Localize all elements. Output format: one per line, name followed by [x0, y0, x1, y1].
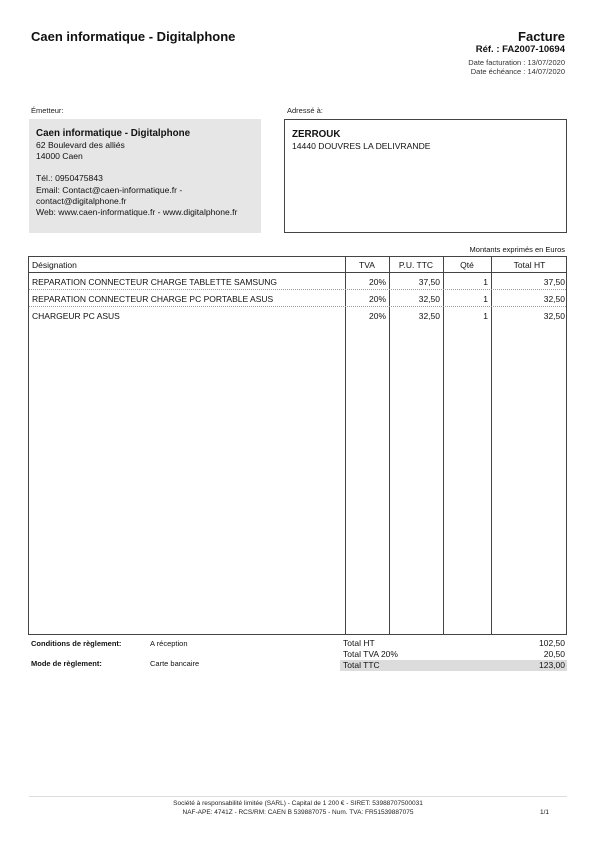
payment-terms-label: Conditions de règlement: — [31, 639, 122, 648]
total-tva-row — [340, 649, 567, 660]
item-unit-price: 32,50 — [418, 311, 440, 321]
total-ht-label: Total HT — [343, 638, 375, 648]
item-total: 37,50 — [543, 277, 565, 287]
header-designation: Désignation — [32, 260, 77, 270]
item-total: 32,50 — [543, 294, 565, 304]
recipient-name: ZERROUK — [292, 129, 341, 140]
recipient-address: 14440 DOUVRES LA DELIVRANDE — [292, 141, 431, 151]
recipient-label: Adressé à: — [287, 106, 323, 115]
total-ht-value: 102,50 — [539, 638, 565, 648]
recipient-box — [284, 119, 567, 233]
total-tva-value: 20,50 — [543, 649, 565, 659]
table-header — [29, 257, 566, 273]
footer-divider — [29, 796, 567, 797]
total-ht-row — [340, 638, 567, 649]
totals-block — [340, 638, 567, 671]
payment-mode-value: Carte bancaire — [150, 659, 200, 668]
sender-address-line1: 62 Boulevard des alliés — [36, 140, 125, 150]
invoice-reference: Réf. : FA2007-10694 — [475, 44, 565, 55]
page-number: 1/1 — [539, 809, 549, 816]
due-date: Date échéance : 14/07/2020 — [470, 67, 565, 76]
total-ttc-value: 123,00 — [539, 660, 565, 670]
sender-phone: Tél.: 0950475843 — [36, 173, 103, 184]
total-ttc-label: Total TTC — [343, 660, 380, 670]
table-row — [29, 290, 566, 307]
item-unit-price: 32,50 — [418, 294, 440, 304]
document-type: Facture — [518, 29, 565, 44]
items-table — [28, 256, 567, 635]
total-ttc-row — [340, 660, 567, 671]
total-tva-label: Total TVA 20% — [343, 649, 398, 659]
sender-email-line2: contact@digitalphone.fr — [36, 195, 127, 206]
sender-name: Caen informatique - Digitalphone — [36, 128, 191, 139]
item-designation: REPARATION CONNECTEUR CHARGE PC PORTABLE ASUS — [32, 294, 274, 304]
sender-box — [29, 119, 261, 233]
table-row — [29, 307, 566, 323]
footer-legal-line1: Société à responsabilité limitée (SARL) - Capital de 1 200 € - SIRET: 53988707500031 — [173, 800, 423, 807]
payment-terms-value: A réception — [150, 639, 188, 648]
sender-email-line1: Email: Contact@caen-informatique.fr - — [36, 184, 183, 195]
item-designation: CHARGEUR PC ASUS — [32, 311, 120, 321]
item-tva: 20% — [368, 311, 386, 321]
sender-web: Web: www.caen-informatique.fr - www.digitalphone.fr — [36, 207, 238, 218]
invoice-date: Date facturation : 13/07/2020 — [468, 58, 565, 67]
item-total: 32,50 — [543, 311, 565, 321]
currency-note: Montants exprimés en Euros — [469, 245, 565, 254]
item-tva: 20% — [368, 277, 386, 287]
item-quantity: 1 — [483, 277, 488, 287]
company-title: Caen informatique - Digitalphone — [31, 29, 236, 44]
header-unit-price: P.U. TTC — [398, 260, 434, 270]
item-tva: 20% — [368, 294, 386, 304]
header-total: Total HT — [513, 260, 546, 270]
payment-mode-label: Mode de règlement: — [31, 659, 102, 668]
item-designation: REPARATION CONNECTEUR CHARGE TABLETTE SAMSUNG — [32, 277, 277, 287]
item-quantity: 1 — [483, 311, 488, 321]
item-unit-price: 37,50 — [418, 277, 440, 287]
header-tva: TVA — [359, 260, 375, 270]
footer-legal-line2: NAF-APE: 4741Z - RCS/RM: CAEN B 539887075 - Num. TVA: FR51539887075 — [182, 809, 414, 816]
header-quantity: Qté — [460, 260, 474, 270]
item-quantity: 1 — [483, 294, 488, 304]
sender-label: Émetteur: — [31, 106, 64, 115]
table-row — [29, 273, 566, 290]
sender-address-line2: 14000 Caen — [36, 151, 83, 162]
